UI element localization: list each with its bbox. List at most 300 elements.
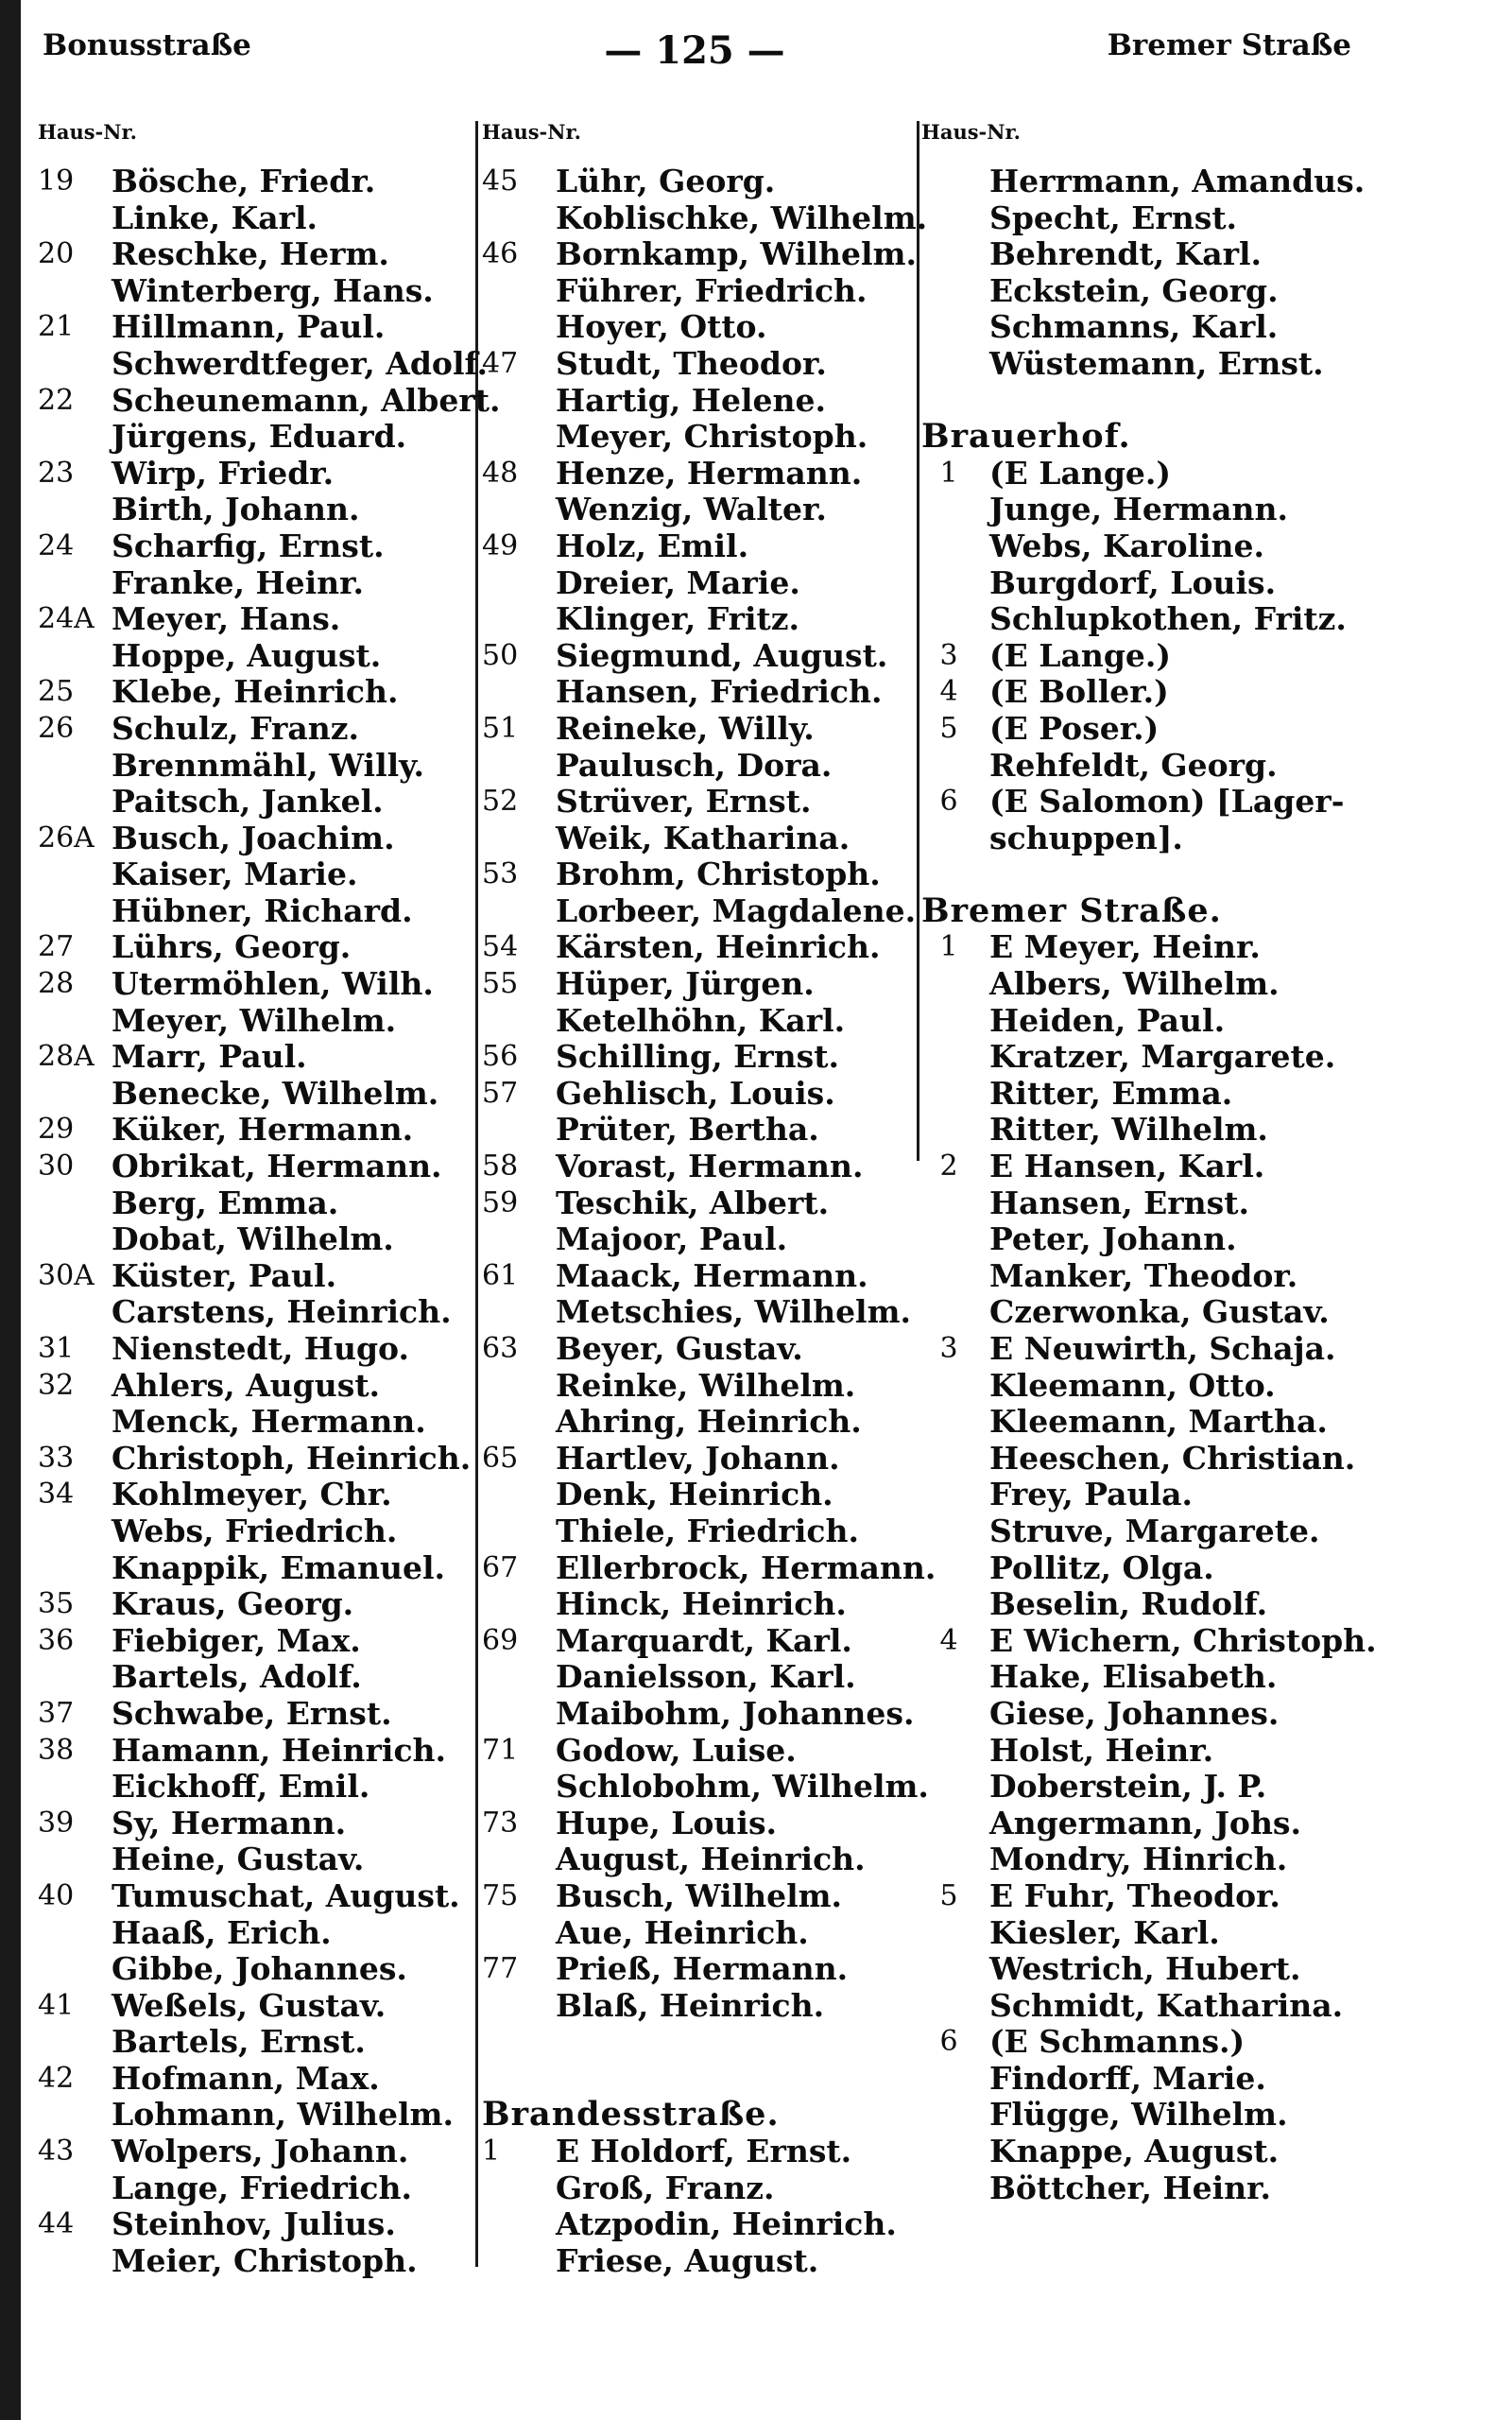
- resident-entry: [921, 1112, 1394, 1149]
- resident-name: (E Lange.): [989, 454, 1172, 492]
- resident-entry: [921, 2024, 1394, 2061]
- resident-entry: [482, 638, 917, 675]
- resident-entry: [921, 2170, 1394, 2207]
- resident-entry: [921, 1586, 1394, 1623]
- resident-entry: [482, 1915, 917, 1952]
- resident-entry: [38, 711, 468, 748]
- resident-entry: [921, 1623, 1394, 1660]
- resident-name: Brennmähl, Willy.: [112, 746, 425, 784]
- resident-entry: [482, 1294, 917, 1331]
- resident-name: Burgdorf, Louis.: [989, 563, 1277, 601]
- resident-name: Knappik, Emanuel.: [112, 1548, 446, 1586]
- resident-entry: [482, 1039, 917, 1076]
- resident-entry: [38, 273, 468, 310]
- resident-name: Groß, Franz.: [556, 2169, 775, 2206]
- resident-name: Hoyer, Otto.: [556, 308, 767, 346]
- resident-name: Dobat, Wilhelm.: [112, 1220, 394, 1258]
- resident-entry: [482, 601, 917, 638]
- resident-entry: [921, 1477, 1394, 1513]
- resident-name: Wolpers, Johann.: [112, 2133, 409, 2170]
- resident-name: Scharfig, Ernst.: [112, 527, 385, 564]
- resident-entry: [38, 748, 468, 785]
- resident-entry: [482, 711, 917, 748]
- resident-entry: [482, 383, 917, 420]
- resident-entry: [921, 273, 1394, 310]
- resident-entry: [921, 966, 1394, 1003]
- resident-entry: [38, 1149, 468, 1185]
- resident-entry: [38, 929, 468, 966]
- resident-entry: [38, 565, 468, 602]
- resident-entry: [38, 1477, 468, 1513]
- resident-entry: [921, 1368, 1394, 1405]
- resident-entry: [38, 2170, 468, 2207]
- resident-name: Kraus, Georg.: [112, 1585, 354, 1623]
- resident-name: Specht, Ernst.: [989, 199, 1238, 236]
- house-number: 6: [939, 2025, 958, 2059]
- resident-entry: [38, 1258, 468, 1295]
- resident-entry: [921, 784, 1394, 821]
- resident-entry: [38, 1659, 468, 1696]
- resident-name: Meyer, Christoph.: [556, 418, 868, 456]
- resident-name: Kohlmeyer, Chr.: [112, 1476, 392, 1513]
- house-number: 4: [939, 675, 958, 709]
- house-number: 42: [38, 2061, 75, 2095]
- resident-name: Meyer, Hans.: [112, 600, 341, 638]
- house-number: 40: [38, 1878, 75, 1912]
- resident-name: Kärsten, Heinrich.: [556, 928, 881, 966]
- resident-name: Heeschen, Christian.: [989, 1439, 1356, 1477]
- house-number: 30A: [38, 1258, 94, 1292]
- resident-entry: [921, 1003, 1394, 1040]
- resident-entry: [921, 1550, 1394, 1587]
- house-number: 36: [38, 1623, 75, 1657]
- resident-name: Prieß, Hermann.: [556, 1950, 849, 1988]
- house-number: 48: [482, 456, 519, 490]
- resident-name: Lorbeer, Magdalene.: [556, 891, 917, 929]
- house-number: 3: [939, 638, 958, 672]
- resident-name: Nienstedt, Hugo.: [112, 1330, 409, 1367]
- house-number: 47: [482, 346, 519, 380]
- resident-name: (E Schmanns.): [989, 2023, 1246, 2061]
- house-number: 1: [939, 930, 958, 964]
- column-divider: [475, 121, 478, 2267]
- house-number: 4: [939, 1623, 958, 1657]
- resident-name: Eickhoff, Emil.: [112, 1768, 370, 1806]
- resident-entry: [38, 1623, 468, 1660]
- resident-entry: [38, 1586, 468, 1623]
- resident-name: Obrikat, Hermann.: [112, 1148, 442, 1185]
- resident-name: Winterberg, Hans.: [112, 271, 434, 309]
- resident-name: schuppen].: [989, 819, 1183, 856]
- resident-entry: [482, 346, 917, 383]
- resident-name: Majoor, Paul.: [556, 1220, 788, 1258]
- resident-name: Ritter, Emma.: [989, 1074, 1233, 1112]
- resident-name: Holz, Emil.: [556, 527, 749, 564]
- resident-name: Klebe, Heinrich.: [112, 673, 399, 711]
- house-number: 43: [38, 2135, 75, 2169]
- resident-entry: [482, 674, 917, 711]
- resident-entry: [482, 1768, 929, 1806]
- resident-name: Kaiser, Marie.: [112, 856, 358, 893]
- resident-entry: [921, 1915, 1394, 1952]
- resident-name: Wirp, Friedr.: [112, 454, 335, 492]
- house-number: 3: [939, 1332, 958, 1365]
- house-number: 33: [38, 1441, 75, 1475]
- resident-entry: [482, 1185, 917, 1222]
- house-number: 38: [38, 1733, 75, 1767]
- resident-name: Scheunemann, Albert.: [112, 381, 501, 419]
- resident-entry: [921, 1988, 1394, 2025]
- resident-name: Utermöhlen, Wilh.: [112, 965, 434, 1003]
- resident-name: Hinck, Heinrich.: [556, 1585, 847, 1623]
- house-number: 32: [38, 1368, 75, 1402]
- resident-entry: [921, 1404, 1394, 1441]
- resident-entry: [482, 1623, 917, 1660]
- resident-name: Reinke, Wilhelm.: [556, 1366, 856, 1404]
- resident-name: Fiebiger, Max.: [112, 1621, 361, 1659]
- resident-name: Christoph, Heinrich.: [112, 1439, 472, 1477]
- resident-name: Hartig, Helene.: [556, 381, 826, 419]
- house-number: 20: [38, 237, 75, 271]
- resident-name: Kiesler, Karl.: [989, 1913, 1220, 1951]
- resident-name: Webs, Friedrich.: [112, 1512, 398, 1549]
- resident-name: Schmanns, Karl.: [989, 308, 1279, 346]
- resident-name: (E Poser.): [989, 709, 1160, 747]
- house-number: 30: [38, 1150, 75, 1184]
- resident-entry: [921, 1149, 1394, 1185]
- resident-entry: [38, 1878, 468, 1915]
- resident-entry: [921, 1221, 1394, 1258]
- resident-name: Busch, Wilhelm.: [556, 1876, 843, 1914]
- resident-name: Koblischke, Wilhelm.: [556, 199, 928, 236]
- resident-entry: [482, 856, 917, 893]
- resident-entry: [921, 1331, 1394, 1368]
- resident-entry: [38, 1733, 468, 1770]
- resident-name: E Wichern, Christoph.: [989, 1621, 1377, 1659]
- resident-name: Benecke, Wilhelm.: [112, 1074, 439, 1112]
- resident-entry: [38, 236, 468, 273]
- house-number: 58: [482, 1150, 519, 1184]
- resident-name: Gehlisch, Louis.: [556, 1074, 835, 1112]
- resident-entry: [482, 1076, 917, 1113]
- running-head-right: Bremer Straße: [1107, 28, 1351, 62]
- resident-entry: [38, 528, 468, 565]
- resident-name: Blaß, Heinrich.: [556, 1986, 825, 2024]
- resident-entry: [38, 2061, 468, 2098]
- resident-entry: [38, 638, 468, 675]
- resident-name: Holst, Heinr.: [989, 1731, 1214, 1769]
- house-number: 28A: [38, 1040, 94, 1074]
- house-number: 67: [482, 1550, 519, 1584]
- resident-entry: [38, 381, 501, 420]
- resident-name: Hansen, Friedrich.: [556, 673, 883, 711]
- resident-name: Lange, Friedrich.: [112, 2169, 412, 2206]
- resident-name: Bartels, Adolf.: [112, 1658, 362, 1696]
- resident-entry: [921, 1733, 1394, 1770]
- house-number: 65: [482, 1441, 519, 1475]
- resident-name: Hillmann, Paul.: [112, 308, 386, 346]
- resident-name: Kleemann, Otto.: [989, 1366, 1276, 1404]
- resident-name: Siegmund, August.: [556, 636, 888, 674]
- house-number: 1: [482, 2135, 501, 2169]
- house-number-heading: Haus-Nr.: [921, 120, 1021, 144]
- resident-entry: [38, 1221, 468, 1258]
- page-number: — 125 —: [604, 28, 785, 73]
- resident-entry: [38, 164, 468, 200]
- resident-entry: [38, 2024, 468, 2061]
- resident-entry: [482, 1221, 917, 1258]
- resident-entry: [38, 784, 468, 821]
- resident-entry: [482, 1368, 917, 1405]
- resident-entry: [482, 929, 917, 966]
- resident-entry: [38, 1076, 468, 1113]
- resident-entry: [38, 1513, 468, 1550]
- resident-name: Gibbe, Johannes.: [112, 1950, 407, 1988]
- resident-name: Bornkamp, Wilhelm.: [556, 235, 917, 273]
- resident-name: Hübner, Richard.: [112, 891, 413, 929]
- resident-entry: [38, 601, 468, 638]
- resident-name: Schwerdtfeger, Adolf.: [112, 344, 488, 382]
- resident-entry: [482, 492, 917, 528]
- resident-name: Weik, Katharina.: [556, 819, 850, 856]
- resident-entry: [921, 1841, 1394, 1878]
- resident-entry: [482, 1659, 917, 1696]
- house-number: 71: [482, 1733, 519, 1767]
- resident-name: Birth, Johann.: [112, 491, 360, 528]
- resident-name: Czerwonka, Gustav.: [989, 1293, 1330, 1331]
- resident-name: Kratzer, Margarete.: [989, 1038, 1336, 1076]
- resident-entry: [921, 565, 1394, 602]
- house-number: 50: [482, 638, 519, 672]
- house-number: 37: [38, 1696, 75, 1730]
- resident-name: Strüver, Ernst.: [556, 783, 812, 821]
- resident-name: Tumuschat, August.: [112, 1876, 460, 1914]
- house-number: 26A: [38, 821, 94, 855]
- street-heading: Bremer Straße.: [921, 890, 1222, 930]
- resident-name: Ahlers, August.: [112, 1366, 381, 1404]
- resident-entry: [38, 966, 468, 1003]
- resident-entry: [482, 419, 917, 456]
- resident-name: Maibohm, Johannes.: [556, 1694, 915, 1732]
- resident-name: (E Boller.): [989, 673, 1169, 711]
- resident-name: Angermann, Johs.: [989, 1804, 1301, 1841]
- resident-name: Prüter, Bertha.: [556, 1111, 819, 1149]
- resident-name: Herrmann, Amandus.: [989, 163, 1366, 199]
- resident-name: Kleemann, Martha.: [989, 1403, 1328, 1441]
- house-number: 77: [482, 1952, 519, 1986]
- house-number: 31: [38, 1332, 75, 1365]
- house-number: 51: [482, 711, 519, 745]
- resident-name: (E Lange.): [989, 636, 1172, 674]
- resident-entry: [38, 1039, 468, 1076]
- resident-entry: [921, 309, 1394, 346]
- resident-entry: [482, 748, 917, 785]
- resident-entry: [38, 1806, 468, 1842]
- house-number: 22: [38, 383, 75, 417]
- resident-entry: [482, 821, 917, 857]
- resident-entry: [482, 2134, 917, 2170]
- blank-line: [921, 856, 1394, 893]
- resident-name: Schlobohm, Wilhelm.: [556, 1768, 929, 1806]
- resident-entry: [921, 748, 1394, 785]
- resident-entry: [482, 1548, 936, 1587]
- resident-name: Maack, Hermann.: [556, 1256, 868, 1294]
- resident-entry: [38, 1331, 468, 1368]
- house-number: 6: [939, 785, 958, 819]
- resident-entry: [38, 1841, 468, 1878]
- resident-name: Heine, Gustav.: [112, 1841, 365, 1878]
- resident-entry: [921, 1039, 1394, 1076]
- resident-entry: [482, 1841, 917, 1878]
- resident-name: Ahring, Heinrich.: [556, 1403, 862, 1441]
- resident-entry: [38, 200, 468, 237]
- resident-name: Rehfeldt, Georg.: [989, 746, 1278, 784]
- resident-name: Schwabe, Ernst.: [112, 1694, 392, 1732]
- blank-line: [482, 2061, 917, 2098]
- resident-entry: [38, 1696, 468, 1733]
- house-number: 2: [939, 1150, 958, 1184]
- resident-name: Hamann, Heinrich.: [112, 1731, 447, 1769]
- resident-name: Haaß, Erich.: [112, 1913, 332, 1951]
- house-number: 26: [38, 711, 75, 745]
- resident-entry: [921, 1769, 1394, 1806]
- resident-entry: [921, 2097, 1394, 2134]
- house-number: 55: [482, 967, 519, 1001]
- resident-entry: [482, 236, 917, 273]
- resident-entry: [482, 2243, 917, 2280]
- resident-name: Hartlev, Johann.: [556, 1439, 840, 1477]
- column-2: [482, 118, 936, 2279]
- resident-name: Hoppe, August.: [112, 636, 382, 674]
- house-number-heading: Haus-Nr.: [38, 120, 137, 144]
- resident-name: Carstens, Heinrich.: [112, 1293, 452, 1331]
- resident-name: Hüper, Jürgen.: [556, 965, 815, 1003]
- resident-name: Küster, Paul.: [112, 1256, 337, 1294]
- house-number: 1: [939, 456, 958, 490]
- resident-entry: [482, 1331, 917, 1368]
- house-number: 21: [38, 310, 75, 344]
- resident-name: E Hansen, Karl.: [989, 1148, 1265, 1185]
- resident-entry: [921, 1076, 1394, 1113]
- resident-name: Küker, Hermann.: [112, 1111, 414, 1149]
- house-number: 34: [38, 1478, 75, 1512]
- resident-entry: [38, 856, 468, 893]
- resident-entry: [921, 1258, 1394, 1295]
- resident-name: Ritter, Wilhelm.: [989, 1111, 1268, 1149]
- house-number: 35: [38, 1587, 75, 1621]
- house-number: 69: [482, 1623, 519, 1657]
- resident-name: Sy, Hermann.: [112, 1804, 347, 1841]
- resident-name: Brohm, Christoph.: [556, 856, 881, 893]
- resident-name: Klinger, Fritz.: [556, 600, 800, 638]
- column-divider: [917, 121, 919, 1161]
- resident-name: Atzpodin, Heinrich.: [556, 2205, 897, 2243]
- resident-name: Webs, Karoline.: [989, 527, 1265, 564]
- house-number: 56: [482, 1040, 519, 1074]
- resident-name: Schmidt, Katharina.: [989, 1986, 1344, 2024]
- resident-name: Vorast, Hermann.: [556, 1148, 864, 1185]
- resident-entry: [38, 1112, 468, 1149]
- blank-line: [921, 383, 1394, 420]
- resident-name: Struve, Margarete.: [989, 1512, 1320, 1549]
- resident-entry: [482, 1112, 917, 1149]
- blank-line: [482, 2024, 917, 2061]
- resident-entry: [38, 1404, 468, 1441]
- resident-entry: [921, 674, 1394, 711]
- resident-entry: [482, 273, 917, 310]
- resident-entry: [921, 1185, 1394, 1222]
- resident-name: Thiele, Friedrich.: [556, 1512, 859, 1549]
- resident-name: Lührs, Georg.: [112, 928, 352, 966]
- resident-entry: [482, 1441, 917, 1478]
- resident-entry: [38, 344, 488, 383]
- resident-entry: [482, 1586, 917, 1623]
- house-number: 23: [38, 456, 75, 490]
- house-number: 29: [38, 1113, 75, 1147]
- resident-name: Frey, Paula.: [989, 1476, 1193, 1513]
- resident-name: Beyer, Gustav.: [556, 1330, 803, 1367]
- resident-name: E Meyer, Heinr.: [989, 928, 1261, 966]
- resident-entry: [921, 346, 1394, 383]
- resident-entry: [482, 784, 917, 821]
- resident-entry: [482, 1988, 917, 2025]
- resident-name: Aue, Heinrich.: [556, 1913, 809, 1951]
- resident-name: Busch, Joachim.: [112, 819, 395, 856]
- resident-name: Friese, August.: [556, 2241, 819, 2279]
- resident-entry: [921, 200, 1394, 237]
- resident-entry: [38, 1550, 468, 1587]
- house-number: 41: [38, 1988, 75, 2022]
- resident-entry: [38, 2097, 468, 2134]
- resident-name: Knappe, August.: [989, 2133, 1280, 2170]
- resident-entry: [38, 492, 468, 528]
- resident-entry: [921, 1696, 1394, 1733]
- resident-name: Linke, Karl.: [112, 199, 318, 236]
- resident-name: Westrich, Hubert.: [989, 1950, 1301, 1988]
- resident-entry: [38, 1368, 468, 1405]
- resident-name: Beselin, Rudolf.: [989, 1585, 1268, 1623]
- resident-entry: [482, 565, 917, 602]
- street-heading: Brauerhof.: [921, 417, 1131, 457]
- house-number: 45: [482, 164, 519, 198]
- house-number: 63: [482, 1332, 519, 1365]
- resident-entry: [38, 1915, 468, 1952]
- resident-name: Wenzig, Walter.: [556, 491, 827, 528]
- house-number: 59: [482, 1185, 519, 1219]
- house-number: 19: [38, 164, 75, 198]
- resident-entry: [38, 456, 468, 493]
- house-number: 73: [482, 1806, 519, 1840]
- resident-entry: [921, 2061, 1394, 2098]
- resident-name: Meyer, Wilhelm.: [112, 1001, 397, 1039]
- resident-entry: [38, 1439, 472, 1478]
- resident-name: Ellerbrock, Hermann.: [556, 1548, 936, 1586]
- resident-entry: [921, 528, 1394, 565]
- resident-name: Franke, Heinr.: [112, 563, 364, 601]
- resident-entry: [482, 2206, 917, 2243]
- resident-name: Godow, Luise.: [556, 1731, 797, 1769]
- resident-name: Hupe, Louis.: [556, 1804, 778, 1841]
- resident-name: Lühr, Georg.: [556, 163, 776, 199]
- resident-name: Ketelhöhn, Karl.: [556, 1001, 846, 1039]
- resident-entry: [482, 528, 917, 565]
- resident-entry: [921, 1806, 1394, 1842]
- house-number: 24A: [38, 602, 94, 636]
- resident-entry: [482, 164, 917, 200]
- resident-entry: [921, 638, 1394, 675]
- resident-name: E Fuhr, Theodor.: [989, 1876, 1280, 1914]
- resident-name: (E Salomon) [Lager-: [989, 783, 1345, 821]
